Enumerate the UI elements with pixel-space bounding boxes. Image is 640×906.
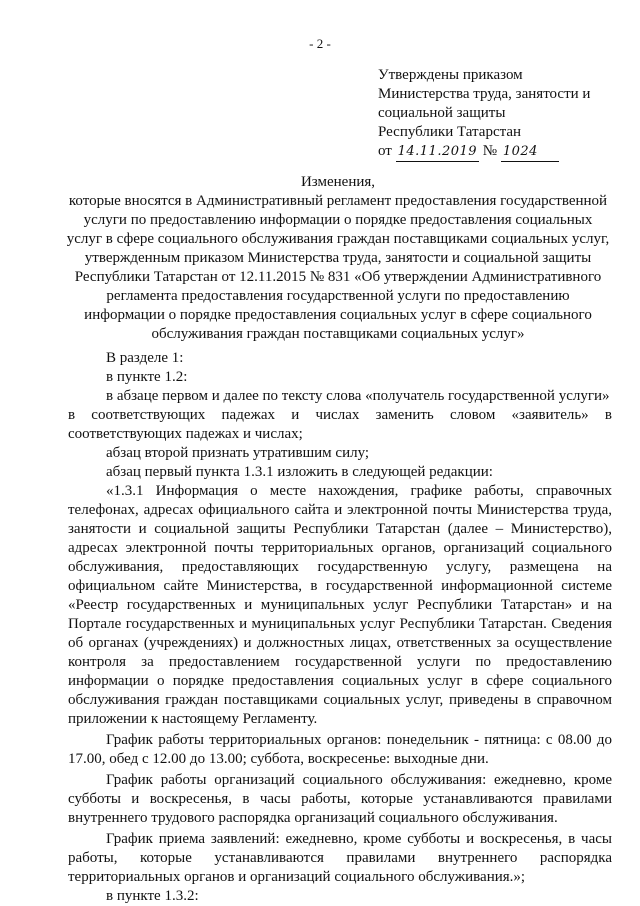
date-field — [396, 142, 479, 162]
body-line: абзац первый пункта 1.3.1 изложить в следующей редакции: — [106, 464, 493, 480]
handwritten-date: 14.11.2019 — [397, 144, 478, 159]
body-line: в абзаце первом и далее по тексту слова «получатель государственной услуги» — [106, 388, 610, 404]
heading-line: которые вносятся в Административный регламент предоставления государственной — [68, 193, 608, 209]
approval-block — [378, 66, 628, 162]
page-number: - 2 - — [309, 36, 331, 51]
heading-line: Изменения, — [300, 174, 376, 190]
approval-line: Министерства труда, занятости и — [378, 86, 591, 102]
heading-line: услуг в сфере социального обслуживания граждан поставщиками социальных услуг, — [66, 231, 610, 247]
body-line: внутреннего трудового распорядка организаций социального обслуживания. — [68, 810, 558, 826]
body-line: График работы организаций социального обслуживания: ежедневно, кроме — [106, 772, 612, 788]
body-line: в соответствующих падежах и числах заменить словом «заявитель» в — [68, 407, 612, 423]
handwritten-number: 1024 — [502, 144, 538, 159]
heading-line: услуги по предоставлению информации о порядке предоставления социальных — [83, 212, 593, 228]
body-line: График приема заявлений: ежедневно, кроме субботы и воскресенья, в часы — [106, 831, 612, 847]
heading-line: обслуживания граждан поставщиками социальных услуг» — [151, 326, 525, 342]
body-line: График работы территориальных органов: понедельник - пятница: с 08.00 до — [106, 732, 612, 748]
body-line: соответствующих падежах и числах; — [68, 426, 303, 442]
body-line: субботы и воскресенья, в часы работы, которые устанавливаются правилами — [68, 791, 612, 807]
body-line: в пункте 1.2: — [106, 369, 188, 385]
body-line: приложении к настоящему Регламенту. — [68, 711, 318, 727]
document-body — [68, 349, 612, 906]
approval-line: Республики Татарстан — [378, 124, 522, 140]
body-line: контроля за предоставлением государственной услуги по предоставлению — [68, 654, 612, 670]
body-line: об органах (учреждениях) и должностных лицах, ответственных за осуществление — [68, 635, 612, 651]
body-line: Портале государственных и муниципальных услуг Республики Татарстан. Сведения — [68, 616, 612, 632]
body-line: «Реестр государственных и муниципальных услуг Республики Татарстан» и на — [68, 597, 612, 613]
number-prefix: № — [482, 143, 498, 159]
body-line: информации о порядке предоставления социальных услуг в сфере социального — [68, 673, 612, 689]
body-line: обслуживания граждан поставщиками социальных услуг, приведены в справочном — [68, 692, 612, 708]
body-line: официальном сайте Министерства, в государственной информационной системе — [68, 578, 612, 594]
body-line: работы, которые устанавливаются правилами внутреннего распорядка — [68, 850, 612, 866]
body-line: обслуживания, предоставляющих государственную услугу, размещена на — [68, 559, 612, 575]
body-line: территориальных органов и организаций социального обслуживания.»; — [68, 869, 526, 885]
heading-line: регламента предоставления государственной услуги по предоставлению — [106, 288, 570, 304]
heading-line: Республики Татарстан от 12.11.2015 № 831 «Об утверждении Административного — [74, 269, 602, 285]
number-field — [501, 142, 559, 162]
heading-line: информации о порядке предоставления социальных услуг в сфере социального — [84, 307, 592, 323]
document-heading — [60, 173, 616, 344]
body-line: адресах электронной почты территориальных органов, организаций социального — [68, 540, 612, 556]
body-line: В разделе 1: — [106, 350, 184, 366]
heading-line: утвержденным приказом Министерства труда, занятости и социальной защиты — [84, 250, 592, 266]
body-line: «1.3.1 Информация о месте нахождения, графике работы, справочных — [106, 483, 612, 499]
approval-line: социальной защиты — [378, 105, 506, 121]
body-line: в пункте 1.3.2: — [106, 888, 199, 904]
body-line: занятости и социальной защиты Республики Татарстан (далее – Министерство), — [68, 521, 612, 537]
approval-line: Утверждены приказом — [378, 67, 523, 83]
approval-date-line — [378, 142, 628, 162]
body-line: телефонах, адресах официального сайта и электронной почты Министерства труда, — [68, 502, 612, 518]
date-prefix: от — [378, 143, 392, 159]
body-line: 17.00, обед с 12.00 до 13.00; суббота, воскресенье: выходные дни. — [68, 751, 489, 767]
body-line: абзац второй признать утратившим силу; — [106, 445, 370, 461]
